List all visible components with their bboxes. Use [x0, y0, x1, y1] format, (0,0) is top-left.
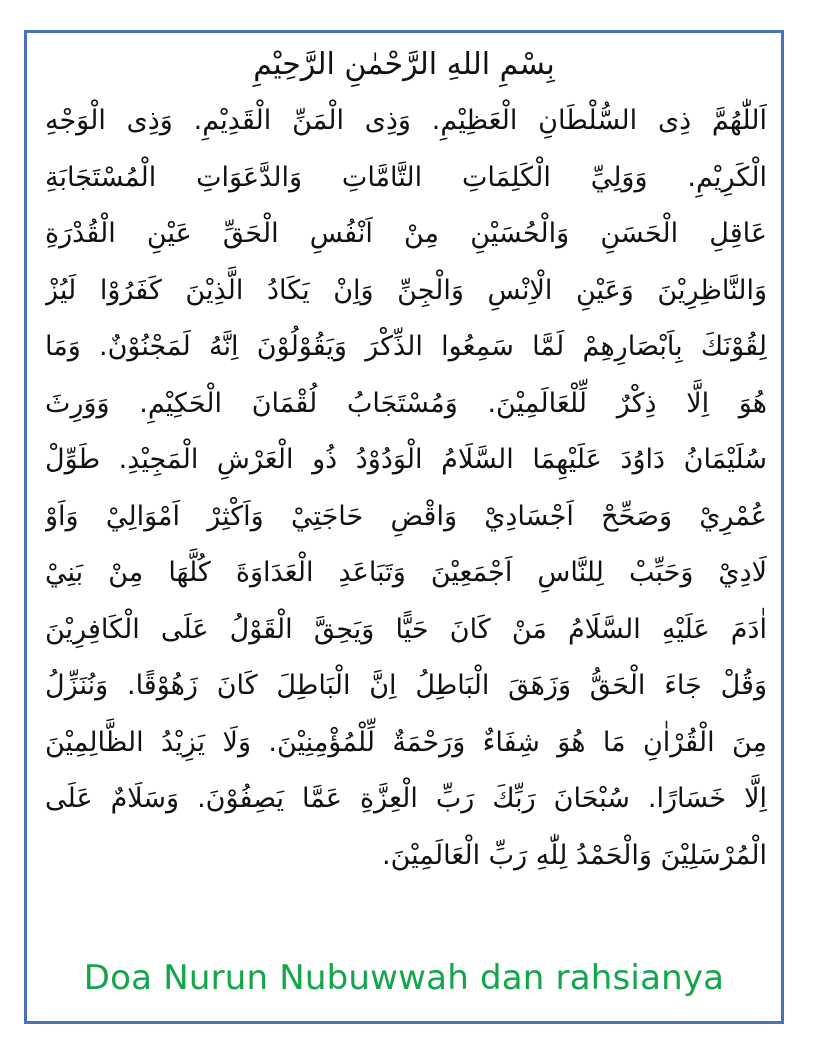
caption-title: Doa Nurun Nubuwwah dan rahsianya [83, 958, 725, 998]
document-frame [24, 30, 784, 1024]
doa-line-12: مِنَ الْقُرْاٰنِ مَا هُوَ شِفَاءٌ وَرَحْمَةٌ لِّلْمُؤْمِنِيْنَ. وَلَا يَزِيْدُ الظَّالِمِيْنَ [45, 726, 767, 758]
doa-line-13: اِلَّا خَسَارًا. سُبْحَانَ رَبِّكَ رَبِّ الْعِزَّةِ عَمَّا يَصِفُوْنَ. وَسَلَامٌ عَلَى [45, 783, 767, 814]
bismillah-heading: بِسْمِ اللهِ الرَّحْمٰنِ الرَّحِيْمِ [253, 47, 555, 82]
doa-line-2: الْكَرِيْمِ. وَوَلِيِّ الْكَلِمَاتِ التَّامَّاتِ وَالدَّعَوَاتِ الْمُسْتَجَابَةِ [45, 161, 767, 193]
doa-line-14: الْمُرْسَلِيْنَ وَالْحَمْدُ لِلّٰهِ رَبِّ الْعَالَمِيْنَ. [381, 839, 767, 871]
doa-line-9: لَادِيْ وَحَبِّبْ لِلنَّاسِ اَجْمَعِيْنَ وَتَبَاعَدِ الْعَدَاوَةَ كُلَّهَا مِنْ بَنِيْ [45, 557, 767, 588]
doa-line-7: سُلَيْمَانُ دَاوُدَ عَلَيْهِمَا السَّلَامُ الْوَدُوْدُ ذُو الْعَرْشِ الْمَجِيْدِ. طَوِّلْ [45, 444, 767, 475]
doa-line-6: هُوَ اِلَّا ذِكْرٌ لِّلْعَالَمِيْنَ. وَمُسْتَجَابُ لُقْمَانَ الْحَكِيْمِ. وَوَرِثَ [45, 387, 767, 419]
doa-line-10: اٰدَمَ عَلَيْهِ السَّلَامُ مَنْ كَانَ حَيًّا وَيَحِقَّ الْقَوْلُ عَلَى الْكَافِرِيْنَ [45, 613, 767, 645]
doa-line-1: اَللّٰهُمَّ ذِى السُّلْطَانِ الْعَظِيْمِ. وَذِى الْمَنِّ الْقَدِيْمِ. وَذِى الْوَجْهِ [45, 105, 767, 136]
doa-line-4: وَالنَّاظِرِيْنَ وَعَيْنِ الْاِنْسِ وَالْجِنِّ وَاِنْ يَكَادُ الَّذِيْنَ كَفَرُوْا لَيُزْ [45, 274, 767, 306]
doa-line-8: عُمْرِيْ وَصَحِّحْ اَجْسَادِيْ وَاقْضِ حَاجَتِيْ وَاَكْثِرْ اَمْوَالِيْ وَاَوْ [45, 500, 767, 532]
doa-body [45, 93, 767, 884]
doa-line-3: عَاقِلِ الْحَسَنِ وَالْحُسَيْنِ مِنْ اَنْفُسِ الْحَقِّ عَيْنِ الْقُدْرَةِ [45, 218, 767, 249]
doa-line-5: لِقُوْنَكَ بِاَبْصَارِهِمْ لَمَّا سَمِعُوا الذِّكْرَ وَيَقُوْلُوْنَ اِنَّهُ لَمَجْنُوْنٌ. وَمَا [45, 331, 767, 362]
doa-line-11: وَقُلْ جَاءَ الْحَقُّ وَزَهَقَ الْبَاطِلُ اِنَّ الْبَاطِلَ كَانَ زَهُوْقًا. وَنُنَزِّلُ [45, 670, 767, 701]
